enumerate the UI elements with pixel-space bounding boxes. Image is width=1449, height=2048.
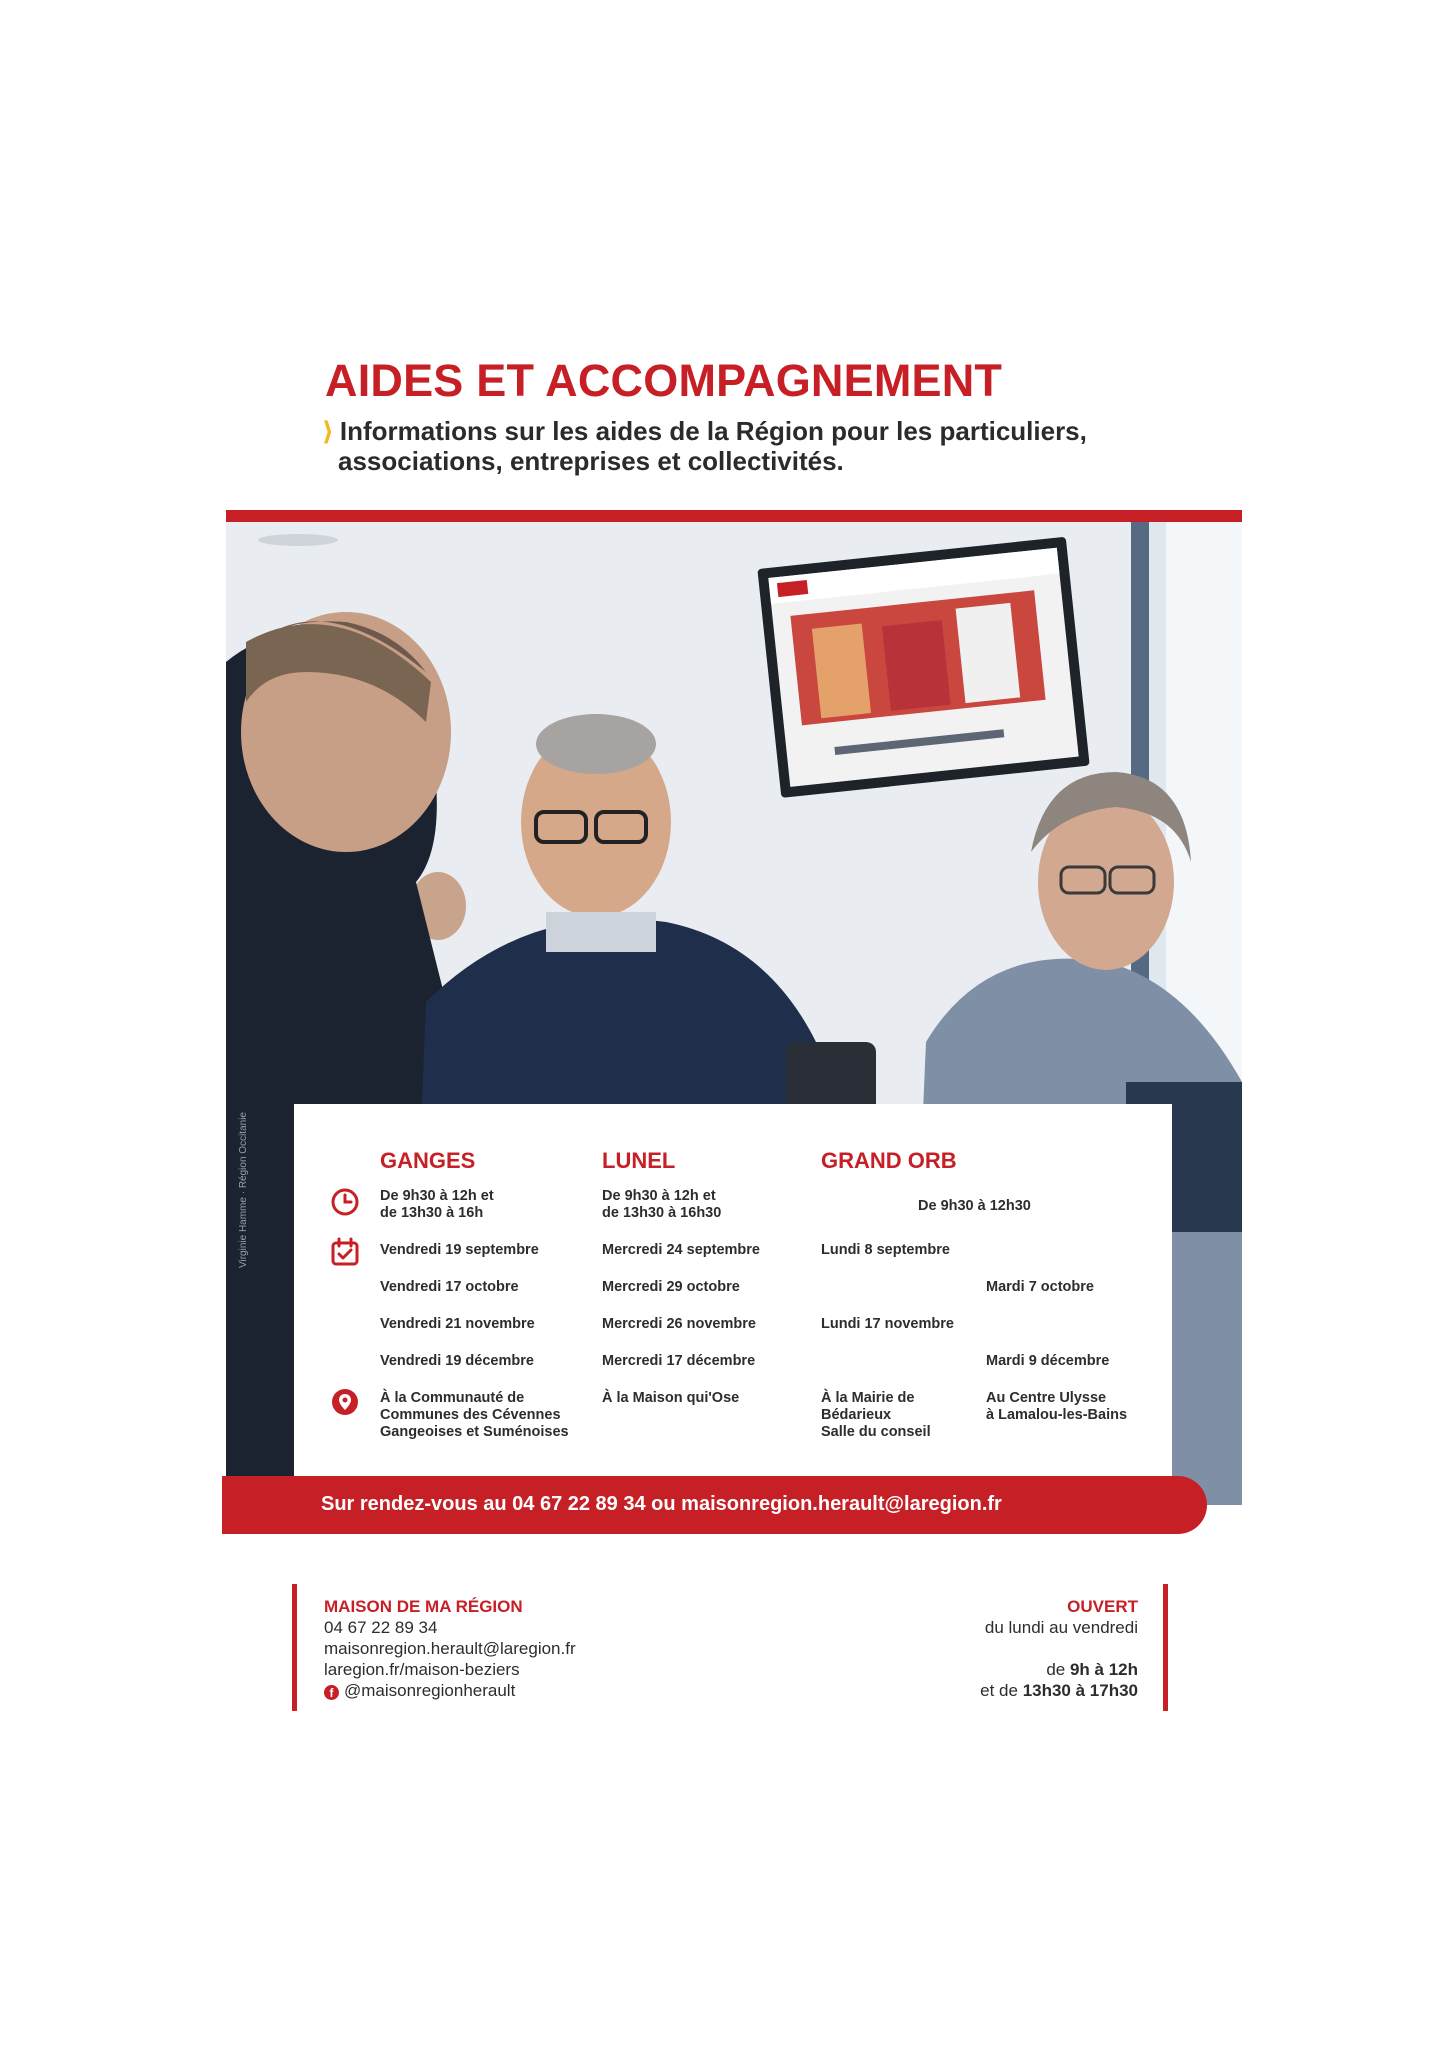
page-title: AIDES ET ACCOMPAGNEMENT	[325, 355, 1003, 406]
column-title-ganges: GANGES	[380, 1148, 476, 1173]
footer-contact	[324, 1596, 576, 1701]
ganges-date-3: Vendredi 21 novembre	[380, 1316, 535, 1332]
lunel-date-4: Mercredi 17 décembre	[602, 1353, 756, 1369]
opening-heading: OUVERT	[1067, 1597, 1138, 1616]
location-pin-icon	[330, 1387, 360, 1417]
footer-facebook[interactable]	[324, 1680, 576, 1701]
photo-top-bar	[226, 510, 1242, 522]
subtitle-line-1: Informations sur les aides de la Région pour les particuliers,	[339, 416, 1087, 446]
lunel-hours: De 9h30 à 12h et de 13h30 à 16h30	[602, 1188, 722, 1221]
column-title-lunel: LUNEL	[602, 1148, 676, 1173]
subtitle-line-2: associations, entreprises et collectivités.	[338, 446, 844, 476]
ganges-hours: De 9h30 à 12h et de 13h30 à 16h	[380, 1188, 494, 1221]
ganges-date-4: Vendredi 19 décembre	[380, 1353, 534, 1369]
footer-website[interactable]: laregion.fr/maison-beziers	[324, 1660, 520, 1679]
facebook-icon: f	[324, 1685, 339, 1700]
footer-facebook-handle: @maisonregionherault	[344, 1681, 516, 1700]
footer-phone[interactable]: 04 67 22 89 34	[324, 1618, 438, 1637]
lunel-date-3: Mercredi 26 novembre	[602, 1316, 756, 1332]
footer-opening-hours	[900, 1596, 1138, 1701]
appointment-banner	[222, 1476, 1207, 1534]
lamalou-date-2: Mardi 9 décembre	[986, 1353, 1110, 1369]
bedarieux-date-2: Lundi 17 novembre	[821, 1316, 954, 1332]
opening-afternoon: et de 13h30 à 17h30	[980, 1681, 1138, 1700]
page-subtitle	[322, 416, 1087, 476]
opening-morning: de 9h à 12h	[1046, 1660, 1138, 1679]
bedarieux-date-1: Lundi 8 septembre	[821, 1242, 950, 1258]
photo-credit: Virginie Hamme · Région Occitanie	[238, 1112, 249, 1268]
schedule-card	[294, 1104, 1172, 1478]
footer-left-divider	[292, 1584, 297, 1711]
lamalou-date-1: Mardi 7 octobre	[986, 1279, 1094, 1295]
bedarieux-place: À la Mairie de Bédarieux Salle du conseil	[821, 1390, 931, 1440]
ganges-date-2: Vendredi 17 octobre	[380, 1279, 519, 1295]
lunel-place: À la Maison qui'Ose	[602, 1390, 740, 1406]
grand-orb-hours: De 9h30 à 12h30	[918, 1198, 1031, 1214]
lunel-date-2: Mercredi 29 octobre	[602, 1279, 740, 1295]
footer-right-divider	[1163, 1584, 1168, 1711]
column-title-grand-orb: GRAND ORB	[821, 1148, 957, 1173]
ganges-date-1: Vendredi 19 septembre	[380, 1242, 539, 1258]
lunel-date-1: Mercredi 24 septembre	[602, 1242, 760, 1258]
ganges-place: À la Communauté de Communes des Cévennes Gangeoises et Suménoises	[380, 1390, 569, 1440]
chevron-right-icon: ⟩	[322, 416, 334, 446]
clock-icon	[330, 1187, 360, 1217]
appointment-banner-text: Sur rendez-vous au 04 67 22 89 34 ou maisonregion.herault@laregion.fr	[321, 1493, 1002, 1515]
calendar-check-icon	[330, 1237, 360, 1267]
footer-email[interactable]: maisonregion.herault@laregion.fr	[324, 1639, 576, 1658]
footer-contact-heading: MAISON DE MA RÉGION	[324, 1597, 523, 1616]
lamalou-place: Au Centre Ulysse à Lamalou-les-Bains	[986, 1390, 1128, 1423]
opening-days: du lundi au vendredi	[984, 1618, 1138, 1637]
